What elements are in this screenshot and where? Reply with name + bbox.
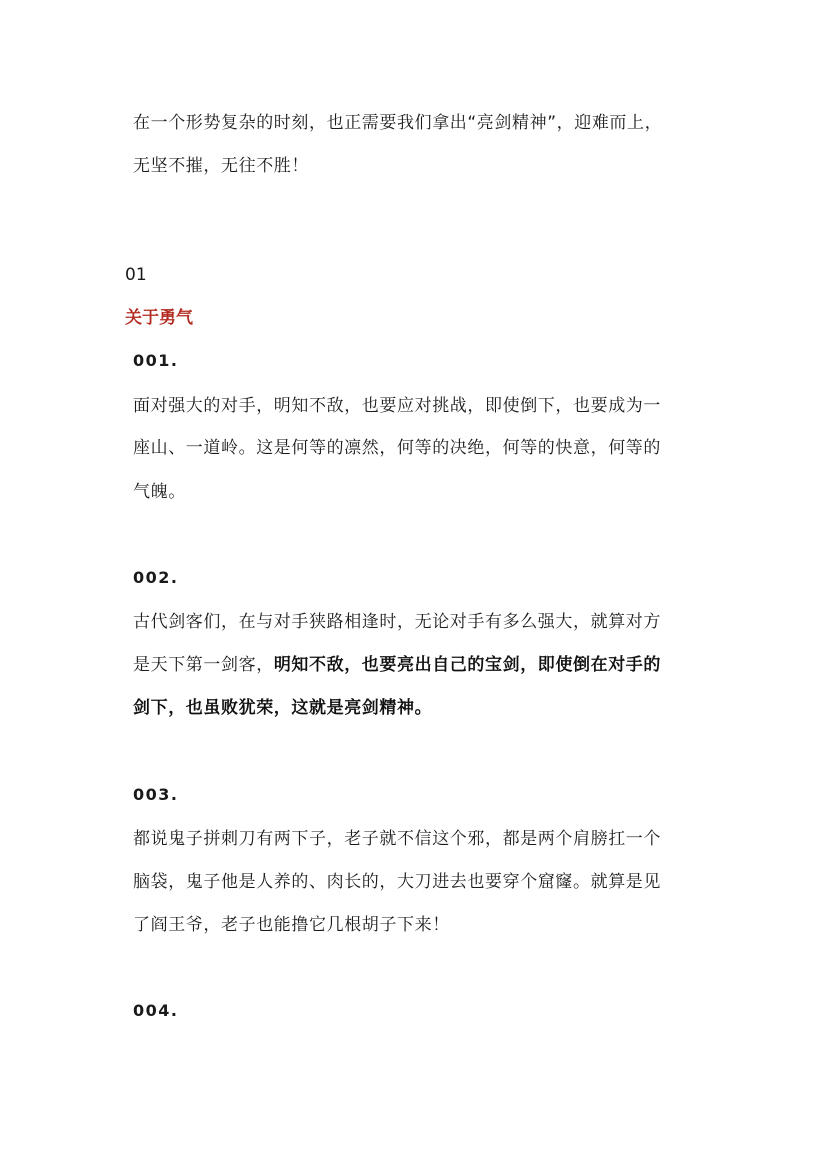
item-002-line-3 — [133, 697, 432, 719]
item-003-line-2: 脑袋，鬼子他是人养的、肉长的，大刀进去也要穿个窟窿。就算是见 — [133, 872, 661, 892]
item-001-line-1: 面对强大的对手，明知不敌，也要应对挑战，即使倒下，也要成为一 — [133, 396, 661, 416]
intro-line-2: 无坚不摧，无往不胜！ — [133, 156, 309, 176]
item-number-004: 004. — [133, 1001, 179, 1020]
item-002-line-2-bold: 明知不敌，也要亮出自己的宝剑，即使倒在对手的 — [273, 655, 662, 675]
item-002-line-3-bold: 剑下，也虽败犹荣，这就是亮剑精神。 — [133, 698, 433, 718]
section-title: 关于勇气 — [125, 308, 193, 328]
item-002-line-2 — [133, 654, 661, 676]
item-002-line-1: 古代剑客们，在与对手狭路相逢时，无论对手有多么强大，就算对方 — [133, 612, 661, 632]
item-003-line-1: 都说鬼子拼刺刀有两下子，老子就不信这个邪，都是两个肩膀扛一个 — [133, 829, 661, 849]
item-number-002: 002. — [133, 568, 179, 587]
intro-line-1: 在一个形势复杂的时刻，也正需要我们拿出“亮剑精神”，迎难而上， — [133, 113, 663, 133]
section-number: 01 — [125, 265, 147, 285]
item-001-line-2: 座山、一道岭。这是何等的凛然，何等的决绝，何等的快意，何等的 — [133, 438, 661, 458]
item-002-line-2-normal: 是天下第一剑客， — [133, 655, 274, 675]
item-003-line-3: 了阎王爷，老子也能撸它几根胡子下来！ — [133, 915, 450, 935]
item-001-line-3: 气魄。 — [133, 482, 186, 502]
item-number-001: 001. — [133, 351, 179, 370]
item-number-003: 003. — [133, 785, 179, 804]
